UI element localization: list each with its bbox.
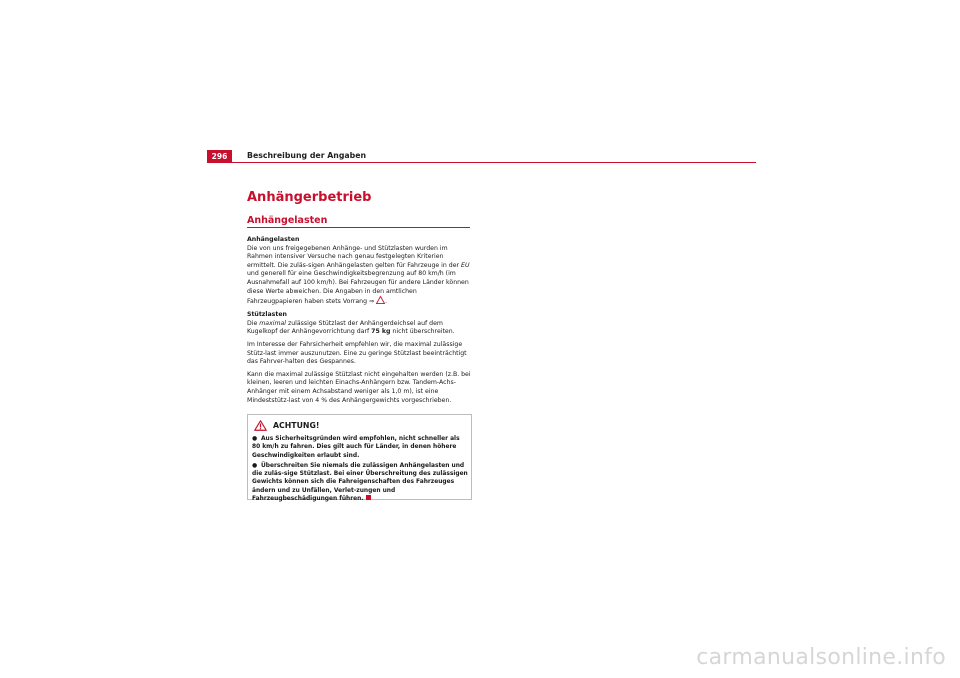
header-divider [232, 162, 756, 163]
warning-label: ACHTUNG! [273, 420, 320, 430]
watermark: carmanualsonline.info [696, 645, 946, 670]
paragraph-fahrsicherheit: Im Interesse der Fahrsicherheit empfehlen wir, die maximal zulässige Stütz-last immer auszunutzen. Eine zu geringe Stützlast beeinträchtigt das Fahrver-halten des Gespannes. [247, 340, 467, 366]
load-value: 75 kg [371, 328, 391, 336]
warning-item [252, 435, 468, 460]
section-divider [247, 227, 470, 228]
warning-item [252, 462, 468, 504]
section-title: Anhängelasten [247, 215, 328, 226]
warning-triangle-icon [254, 420, 267, 431]
subheading-stuetzlasten: Stützlasten [247, 310, 287, 318]
warning-item-text: Überschreiten Sie niemals die zulässigen Anhängelasten und die zuläs-sige Stützlast. Bei einer Überschreitung des zulässigen Gewichts können sich die Fahreigenschaften des Fahrzeuges ändern und zu Unfällen, Verlet-zungen und Fahrzeugbeschädigungen führen. [252, 462, 468, 503]
reference-arrow: ⇒ [368, 298, 375, 306]
subheading-anhaengelasten: Anhängelasten [247, 236, 300, 243]
warning-triangle-icon [376, 296, 388, 306]
body-text [247, 236, 473, 409]
page-number: 296 [207, 150, 232, 163]
paragraph-end: . [385, 298, 388, 306]
paragraph-text: zulässige Stützlast der Anhängerdeichsel auf dem Kugelkopf der Anhängevorrichtung darf [247, 319, 443, 336]
emphasis-maximal: maximal [259, 319, 287, 327]
paragraph-text: und generell für eine Geschwindigkeitsbegrenzung auf 80 km/h (im Ausnahmefall auf 100 km/h). Bei Fahrzeugen für andere Länder können diese Werte abweichen. Die Angaben in den amtlichen Fahrzeugpapieren haben stets Vorrang [247, 270, 469, 306]
bullet-icon: ● [252, 462, 258, 469]
paragraph-stuetzlasten [247, 311, 473, 337]
warning-box [247, 414, 472, 503]
warning-body [248, 435, 471, 504]
running-header-title: Beschreibung der Angaben [247, 151, 367, 160]
paragraph-text: Die [247, 319, 260, 327]
paragraph-text: Die von uns freigegebenen Anhänge- und Stützlasten wurden im Rahmen intensiver Versuche nach genau festgelegten Kriterien ermittelt. Die zuläs-sigen Anhängelasten gelten für Fahrzeuge in der [247, 244, 462, 269]
bullet-icon: ● [252, 436, 258, 442]
paragraph-anhaengelasten [247, 236, 473, 307]
end-of-section-icon [366, 495, 371, 500]
paragraph-mindeststuetzlast: Kann die maximal zulässige Stützlast nicht eingehalten werden (z.B. bei kleinen, leeren und leichten Einachs-Anhängern bzw. Tandem-Achs-Anhänger mit einem Achsabstand weniger als 1,0 m), ist eine Mindeststütz-last von 4 % des Anhängergewichts vorgeschrieben. [247, 370, 471, 404]
paragraph-text: nicht überschreiten. [390, 328, 455, 336]
chapter-title: Anhängerbetrieb [247, 190, 372, 205]
warning-item-text: Aus Sicherheitsgründen wird empfohlen, nicht schneller als 80 km/h zu fahren. Dies gilt auch für Länder, in denen höhere Geschwindigkeiten erlaubt sind. [252, 436, 460, 459]
eu-text: EU [461, 261, 470, 269]
warning-header [248, 415, 471, 435]
